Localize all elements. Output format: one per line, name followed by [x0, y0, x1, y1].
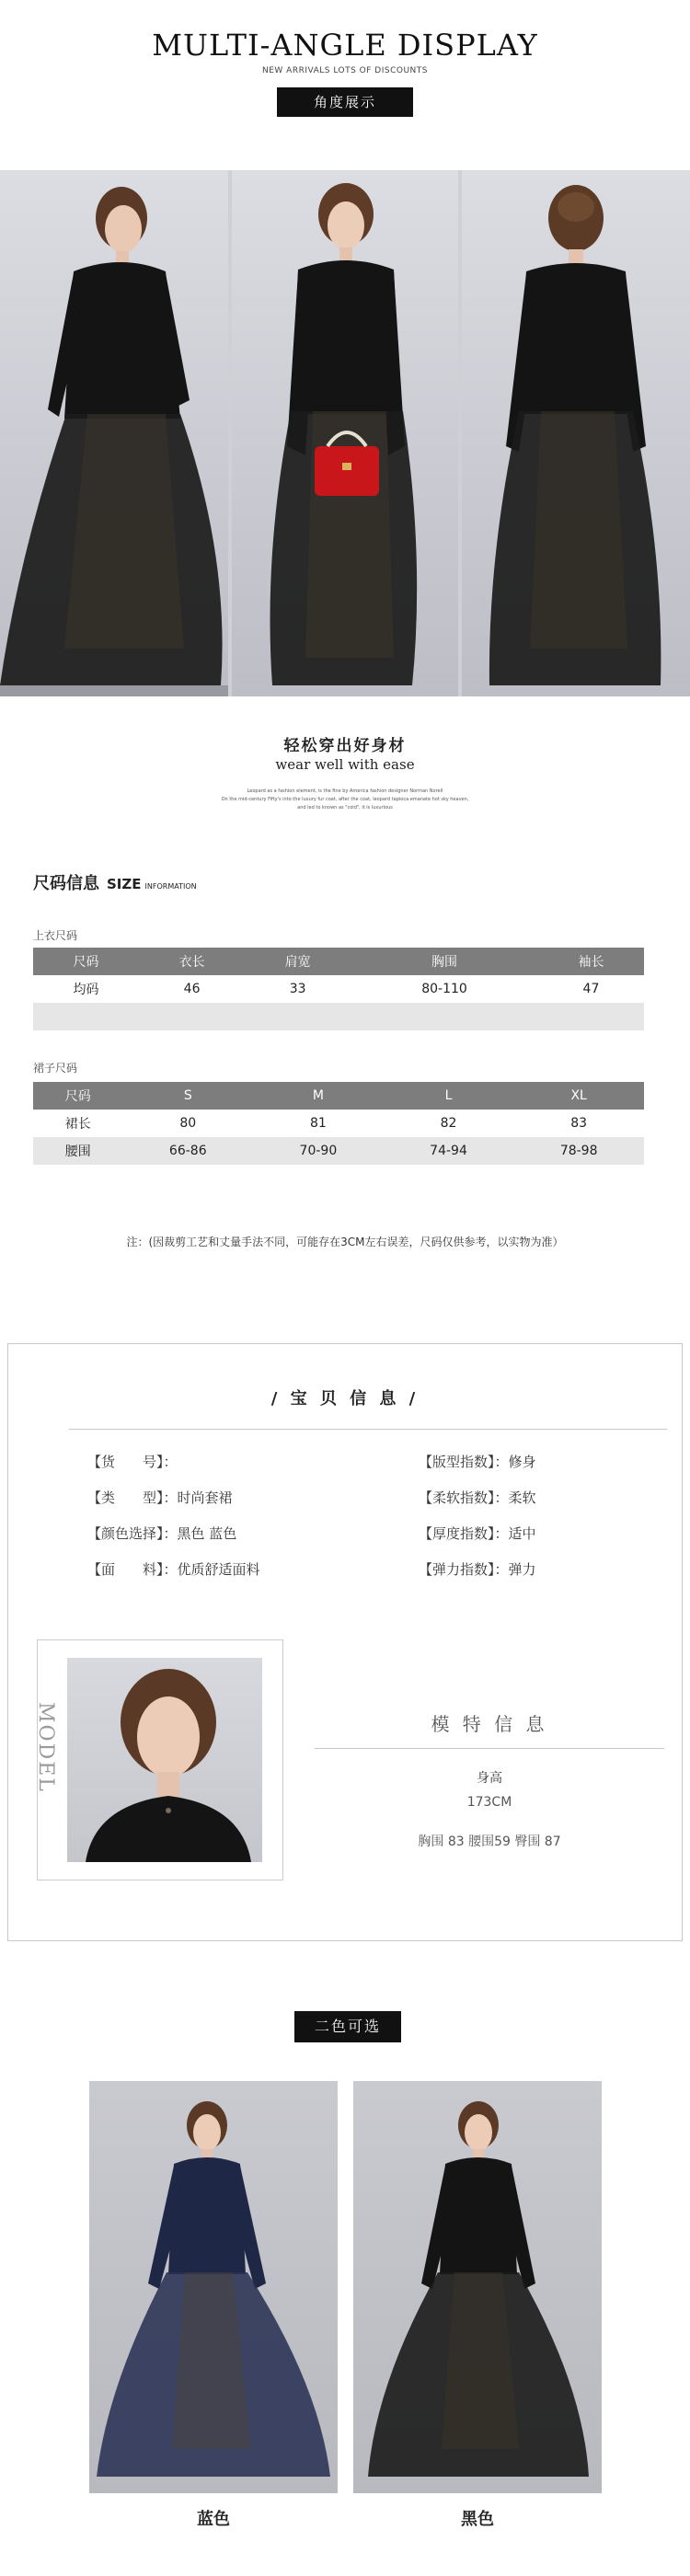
slogan-fine-print: and led to known as "cold", it is luxurious [297, 805, 393, 811]
table-cell: 80-110 [351, 975, 538, 1003]
model-photo-front-bag [232, 170, 458, 696]
table-cell: 尺码 [33, 1082, 122, 1110]
top-size-caption: 上衣尺码 [33, 929, 78, 942]
table-cell [33, 1003, 139, 1030]
size-section-title [33, 870, 197, 894]
info-value: 弹力 [508, 1561, 536, 1578]
table-cell: 肩宽 [245, 948, 351, 975]
table-cell: 尺码 [33, 948, 139, 975]
table-cell: L [384, 1082, 514, 1110]
table-cell: 74-94 [384, 1137, 514, 1165]
model-portrait [67, 1658, 262, 1862]
info-key: 【厚度指数】： [419, 1525, 509, 1542]
table-cell: 78-98 [513, 1137, 644, 1165]
info-value: 时尚套裙 [177, 1489, 233, 1506]
model-side-label: MODEL [34, 1702, 57, 1793]
slogan-fine-print: On the mid-century Fifty's into the luxury fur coat, after the coat, leopard tapioca emanate hot sky heaven, [221, 797, 469, 802]
slogan-fine-print: Leopard as a fashion element, is the fine by America fashion designer Norman Norell [247, 788, 443, 794]
info-item [87, 1488, 233, 1507]
size-title-en: SIZE [107, 876, 142, 892]
section-badge-angles: 角度展示 [277, 87, 413, 117]
color-photo-blue [89, 2081, 338, 2493]
size-title-zh: 尺码信息 [33, 874, 99, 893]
color-label-blue: 蓝色 [197, 2510, 230, 2529]
table-header-row [33, 948, 644, 975]
table-cell [351, 1003, 538, 1030]
info-key: 【类 型】： [87, 1489, 178, 1506]
size-disclaimer: 注：(因裁剪工艺和丈量手法不同，可能存在3CM左右误差，尺码仅供参考，以实物为准） [126, 1236, 564, 1248]
info-item [87, 1524, 236, 1543]
page-title: MULTI-ANGLE DISPLAY [152, 28, 538, 63]
table-cell: 66-86 [122, 1137, 253, 1165]
table-cell: 33 [245, 975, 351, 1003]
table-cell: M [253, 1082, 384, 1110]
color-photo-black [353, 2081, 602, 2493]
info-key: 【面 料】： [87, 1561, 178, 1578]
size-title-en-small: INFORMATION [144, 882, 197, 891]
table-cell: 腰围 [33, 1137, 122, 1165]
info-value: 优质舒适面料 [177, 1561, 260, 1578]
multi-angle-photo-row [0, 170, 690, 696]
color-label-black: 黑色 [461, 2510, 494, 2529]
info-value: 适中 [508, 1525, 536, 1542]
model-height-label: 身高 [477, 1771, 502, 1786]
info-value: 修身 [508, 1454, 536, 1470]
table-cell: 胸围 [351, 948, 538, 975]
table-cell [538, 1003, 644, 1030]
slogan-english: wear well with ease [275, 756, 415, 773]
table-row [33, 1137, 644, 1165]
skirt-size-table [33, 1082, 644, 1165]
model-height-value: 173CM [466, 1795, 512, 1810]
skirt-size-caption: 裙子尺码 [33, 1062, 78, 1075]
info-key: 【柔软指数】： [419, 1489, 509, 1506]
model-photo-front-left [0, 170, 228, 696]
table-cell: 衣长 [139, 948, 245, 975]
info-item [419, 1452, 536, 1471]
table-cell: 46 [139, 975, 245, 1003]
info-item [419, 1524, 536, 1543]
table-cell: S [122, 1082, 253, 1110]
info-item [87, 1559, 260, 1579]
table-row [33, 975, 644, 1003]
table-header-row [33, 1082, 644, 1110]
table-cell: 82 [384, 1110, 514, 1137]
divider [315, 1748, 664, 1749]
table-cell: 裙长 [33, 1110, 122, 1137]
table-cell: XL [513, 1082, 644, 1110]
table-cell: 均码 [33, 975, 139, 1003]
slogan-chinese: 轻松穿出好身材 [283, 737, 407, 755]
table-cell: 袖长 [538, 948, 644, 975]
table-cell: 70-90 [253, 1137, 384, 1165]
section-badge-colors: 二色可选 [294, 2011, 401, 2042]
info-key: 【版型指数】： [419, 1454, 509, 1470]
page-subtitle: NEW ARRIVALS LOTS OF DISCOUNTS [262, 66, 428, 75]
top-size-table [33, 948, 644, 1030]
table-cell: 80 [122, 1110, 253, 1137]
table-cell: 81 [253, 1110, 384, 1137]
table-row [33, 1003, 644, 1030]
info-item [419, 1488, 536, 1507]
info-key: 【颜色选择】： [87, 1525, 178, 1542]
table-row [33, 1110, 644, 1137]
table-cell: 47 [538, 975, 644, 1003]
divider [69, 1429, 667, 1430]
info-key: 【货 号】： [87, 1454, 178, 1470]
table-cell [139, 1003, 245, 1030]
model-info-title: 模 特 信 息 [431, 1713, 548, 1735]
info-value: 柔软 [508, 1489, 536, 1506]
product-info-title: / 宝 贝 信 息 / [270, 1389, 420, 1409]
info-key: 【弹力指数】： [419, 1561, 509, 1578]
model-measurements: 胸围 83 腰围59 臀围 87 [418, 1834, 561, 1849]
info-value: 黑色 蓝色 [177, 1525, 237, 1542]
table-cell [245, 1003, 351, 1030]
info-item [419, 1559, 536, 1579]
table-cell: 83 [513, 1110, 644, 1137]
model-photo-back [462, 170, 690, 696]
info-item [87, 1452, 178, 1471]
